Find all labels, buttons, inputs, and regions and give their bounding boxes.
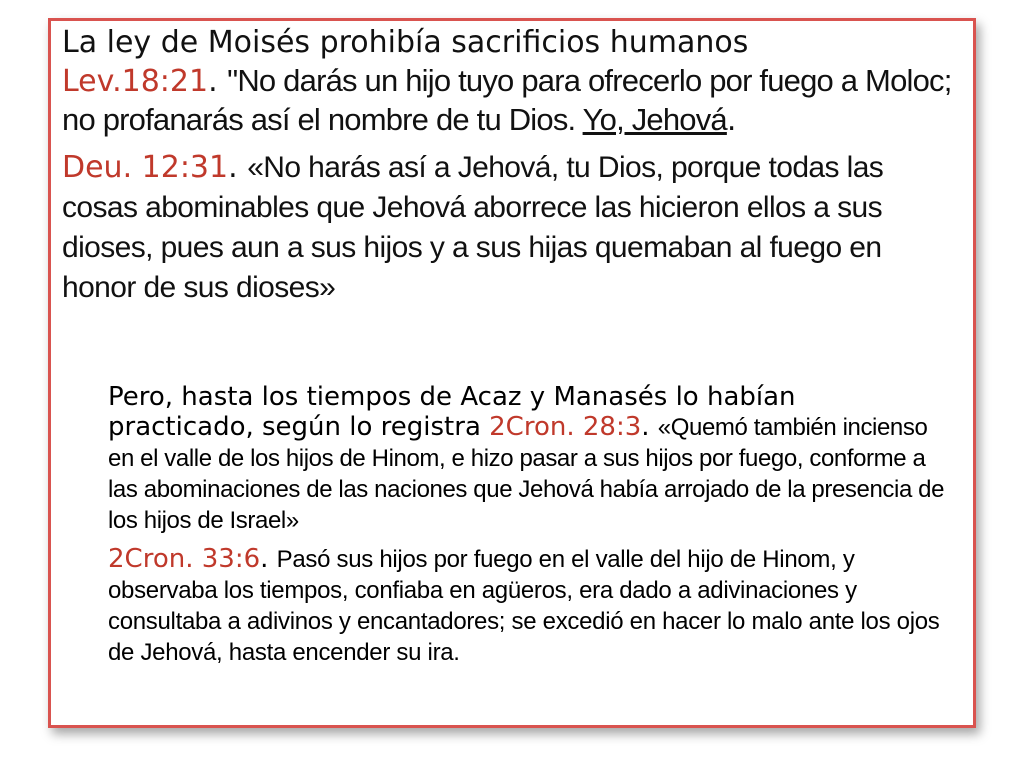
reference-lev: Lev.18:21: [62, 64, 209, 99]
quote-deu: «No harás así a Jehová, tu Dios, porque todas las cosas abominables que Jehová aborrece las hicieron ellos a sus dioses, pues aun a sus hijos y a sus hijas quemaban al fuego en honor de sus dioses»: [62, 151, 884, 304]
reference-separator: .: [641, 412, 658, 442]
reference-deu: Deu. 12:31: [62, 150, 229, 185]
paragraph-lead: Pero, hasta los tiempos de Acaz y Manasés lo habían practicado, según lo registra: [108, 382, 796, 442]
paragraph-deu: [62, 148, 962, 308]
quote-lev-underlined: Yo, Jehová: [582, 102, 727, 137]
paragraph-heading: La ley de Moisés prohibía sacrificios humanos: [62, 25, 749, 60]
paragraph-acaz: [108, 382, 948, 536]
slide-content-top: [62, 24, 962, 308]
reference-2cron-33: 2Cron. 33:6: [108, 544, 261, 574]
quote-lev-end: .: [726, 103, 737, 138]
quote-2cron-28: «Quemó también incienso en el valle de los hijos de Hinom, e hizo pasar a sus hijos por fuego, conforme a las abominaciones de las naciones que Jehová había arrojado de la presencia de los hijos de Israel»: [108, 414, 945, 534]
paragraph-lev: [62, 24, 962, 140]
paragraph-2cron-33: [108, 544, 948, 668]
reference-2cron-28: 2Cron. 28:3: [489, 412, 642, 442]
quote-2cron-33: Pasó sus hijos por fuego en el valle del hijo de Hinom, y observaba los tiempos, confiaba en agüeros, era dado a adivinaciones y consultaba a adivinos y encantadores; se excedió en hacer lo malo ante los ojos de Jehová, hasta encender su ira.: [108, 546, 940, 666]
reference-separator: .: [228, 150, 248, 185]
reference-separator: .: [260, 544, 277, 574]
reference-separator: .: [208, 64, 228, 99]
quote-lev: "No darás un hijo tuyo para ofrecerlo por fuego a Moloc; no profanarás así el nombre de tu Dios.: [62, 63, 952, 137]
slide-content-indented: [108, 382, 948, 694]
